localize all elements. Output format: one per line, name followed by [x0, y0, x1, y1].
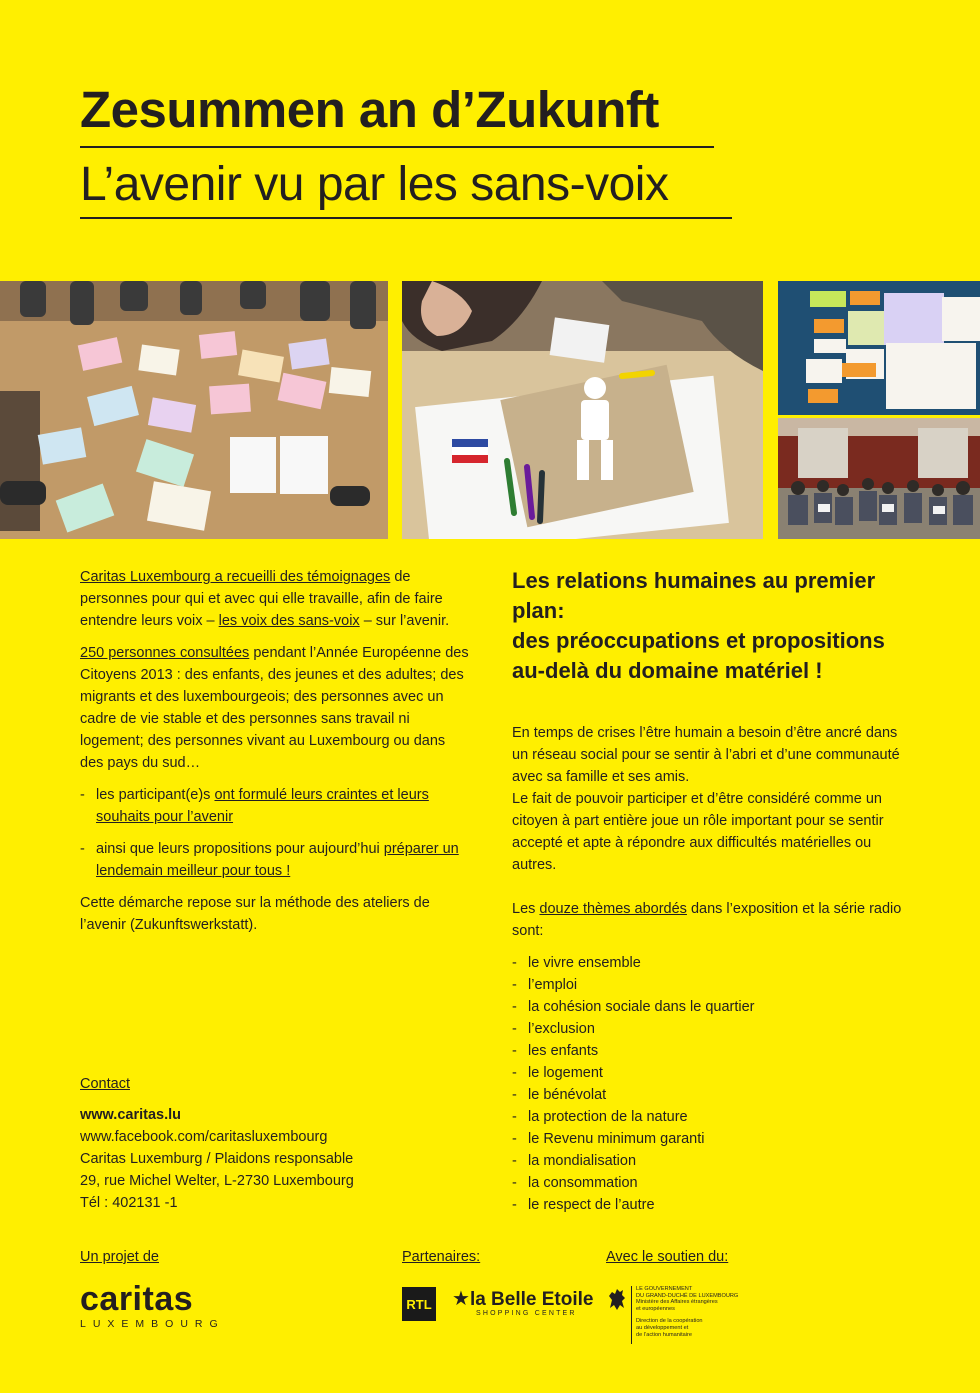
- logo-separator: [631, 1286, 632, 1344]
- rtl-logo: [402, 1287, 436, 1321]
- gov-line: Direction de la coopération: [636, 1318, 703, 1325]
- list-item: [80, 784, 470, 828]
- group-meeting-photo: [778, 418, 980, 539]
- caritas-logo: [80, 1282, 225, 1330]
- themes-column: [512, 722, 902, 1216]
- belle-etoile-text: la Belle Etoile: [469, 1289, 594, 1310]
- crisis-paragraph: En temps de crises l’être humain a besoin d’être ancré dans un réseau social pour se sentir à l’abri et d’une communauté avec sa famille et ses amis.: [512, 725, 900, 785]
- theme-item: - les enfants: [512, 1040, 902, 1062]
- title-divider: [80, 146, 714, 148]
- themes-list: [512, 952, 902, 1216]
- gov-line: et européennes: [636, 1305, 675, 1312]
- theme-item: - le logement: [512, 1062, 902, 1084]
- theme-item: - l’emploi: [512, 974, 902, 996]
- gov-line: Ministère des Affaires étrangères: [636, 1299, 718, 1306]
- page-title: Zesummen an d’Zukunft: [80, 81, 659, 138]
- theme-item: - l’exclusion: [512, 1018, 902, 1040]
- section-heading-line1: Les relations humaines au premier plan:: [512, 568, 876, 623]
- facebook-link[interactable]: www.facebook.com/caritasluxembourg: [80, 1129, 328, 1145]
- section-heading: [512, 566, 912, 686]
- intro-highlight: Caritas Luxembourg a recueilli des témoignages: [80, 569, 391, 585]
- workshop-floor-photo: [0, 281, 388, 539]
- intro-column: [80, 566, 470, 946]
- gov-line: de l’action humanitaire: [636, 1331, 692, 1338]
- lion-crest-icon: [606, 1286, 628, 1312]
- theme-item: - le Revenu minimum garanti: [512, 1128, 902, 1150]
- method-paragraph: Cette démarche repose sur la méthode des ateliers de l’avenir (Zukunftswerkstatt).: [80, 895, 430, 933]
- theme-item: - le bénévolat: [512, 1084, 902, 1106]
- themes-intro-end: dans l’exposition et la série radio sont:: [512, 901, 902, 939]
- contact-phone: Tél : 402131 -1: [80, 1195, 178, 1211]
- government-text: [636, 1286, 746, 1338]
- gov-line: au développement et: [636, 1324, 689, 1331]
- list-item-text: ainsi que leurs propositions pour aujourd’hui: [96, 841, 384, 857]
- participants-text: pendant l’Année Européenne des Citoyens 2013 : des enfants, des jeunes et des adultes; des migrants et des luxembourgeois; des personnes avec un cadre de vie stable et des personnes sans travail ni logement; des personnes vivant au Luxembourg ou dans des pays du sud…: [80, 645, 469, 771]
- intro-text: de personnes pour qui et avec qui elle travaille, afin de faire entendre leurs voix –: [80, 569, 443, 629]
- themes-intro: [512, 898, 902, 942]
- intro-paragraph: [80, 566, 470, 632]
- list-item-text: les participant(e)s: [96, 787, 215, 803]
- government-logo: [606, 1286, 739, 1338]
- theme-item: - la protection de la nature: [512, 1106, 902, 1128]
- contact-block: [80, 1073, 480, 1214]
- star-icon: ★: [452, 1288, 470, 1310]
- page-subtitle: L’avenir vu par les sans-voix: [80, 158, 669, 211]
- themes-intro-text: Les: [512, 901, 540, 917]
- gov-line: LE GOUVERNEMENT: [636, 1286, 693, 1292]
- belle-etoile-name: [452, 1289, 593, 1310]
- belle-etoile-logo: [452, 1289, 593, 1317]
- theme-item: - la mondialisation: [512, 1150, 902, 1172]
- theme-item: - la cohésion sociale dans le quartier: [512, 996, 902, 1018]
- participants-highlight: 250 personnes consultées: [80, 645, 250, 661]
- table-drawing-photo: [402, 281, 763, 539]
- project-label: Un projet de: [80, 1249, 159, 1265]
- theme-item: - le respect de l’autre: [512, 1194, 902, 1216]
- belle-etoile-sub: SHOPPING CENTER: [476, 1310, 577, 1317]
- theme-item: - le vivre ensemble: [512, 952, 902, 974]
- theme-item: - la consommation: [512, 1172, 902, 1194]
- citizen-paragraph: Le fait de pouvoir participer et d’être considéré comme un citoyen à part entière joue un rôle important pour se sentir accepté et apte à répondre aux difficultés matérielles ou autres.: [512, 791, 884, 873]
- rtl-logo-text: RTL: [406, 1296, 432, 1312]
- list-item: [80, 838, 470, 882]
- intro-highlight-voices: les voix des sans-voix: [218, 613, 360, 629]
- subtitle-divider: [80, 217, 732, 219]
- intro-text-end: – sur l’avenir.: [359, 613, 450, 629]
- participants-paragraph: [80, 642, 470, 774]
- contact-label: Contact: [80, 1076, 130, 1092]
- website-link[interactable]: www.caritas.lu: [80, 1107, 181, 1123]
- list-item-highlight: ont formulé leurs craintes et leurs souhaits pour l’avenir: [96, 787, 429, 825]
- list-item-highlight: préparer un lendemain meilleur pour tous !: [96, 841, 459, 879]
- contact-organisation: Caritas Luxemburg / Plaidons responsable: [80, 1151, 354, 1167]
- caritas-logo-sub: LUXEMBOURG: [80, 1318, 225, 1330]
- cards-board-photo: [778, 281, 980, 415]
- support-label: Avec le soutien du:: [606, 1249, 729, 1265]
- caritas-logo-word: caritas: [80, 1280, 194, 1318]
- gov-line: DU GRAND-DUCHÉ DE LUXEMBOURG: [636, 1292, 739, 1299]
- outcomes-list: [80, 784, 470, 882]
- themes-highlight: douze thèmes abordés: [539, 901, 687, 917]
- contact-address: 29, rue Michel Welter, L-2730 Luxembourg: [80, 1173, 354, 1189]
- partners-label: Partenaires:: [402, 1249, 481, 1265]
- section-heading-line2: des préoccupations et propositions au-delà du domaine matériel !: [512, 628, 885, 683]
